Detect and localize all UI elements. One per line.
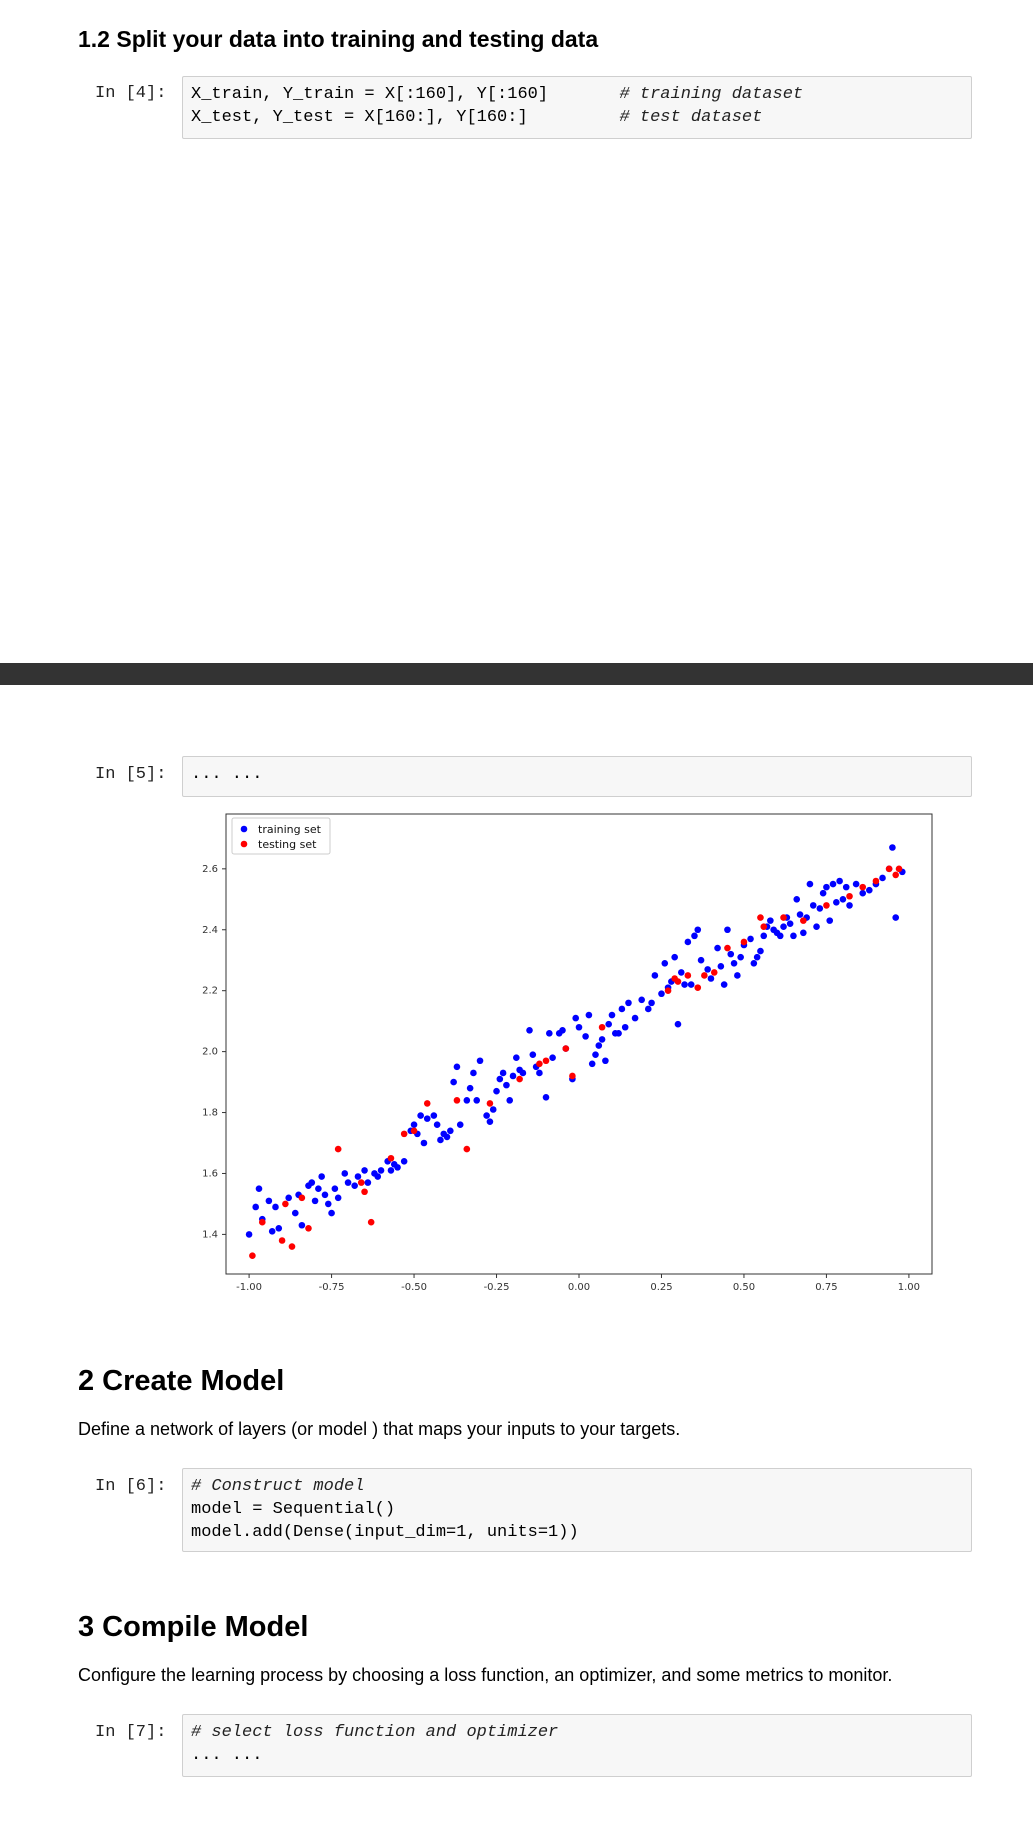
testing-point — [305, 1225, 312, 1232]
training-point — [698, 957, 705, 964]
testing-point — [569, 1073, 576, 1080]
training-point — [632, 1015, 639, 1022]
testing-point — [780, 914, 787, 921]
testing-point — [741, 939, 748, 946]
training-point — [388, 1167, 395, 1174]
training-point — [582, 1033, 589, 1040]
training-point — [853, 881, 860, 888]
training-point — [724, 926, 731, 933]
training-point — [599, 1036, 606, 1043]
testing-point — [358, 1179, 365, 1186]
training-point — [424, 1115, 431, 1122]
training-point — [543, 1094, 550, 1101]
testing-point — [361, 1188, 368, 1195]
training-point — [447, 1128, 454, 1135]
testing-point — [665, 987, 672, 994]
training-point — [826, 917, 833, 924]
testing-point — [536, 1061, 543, 1068]
training-point — [470, 1070, 477, 1077]
training-point — [648, 1000, 655, 1007]
training-point — [658, 990, 665, 997]
training-point — [457, 1121, 464, 1128]
training-point — [622, 1024, 629, 1031]
section-divider — [0, 663, 1033, 685]
training-point — [549, 1054, 556, 1061]
testing-point — [892, 872, 899, 879]
training-point — [345, 1179, 352, 1186]
training-point — [322, 1191, 329, 1198]
testing-point — [896, 866, 903, 873]
training-point — [328, 1210, 335, 1217]
testing-point — [299, 1195, 306, 1202]
training-point — [572, 1015, 579, 1022]
training-point — [609, 1012, 616, 1019]
code-comment: # select loss function and optimizer — [191, 1723, 559, 1742]
training-point — [714, 945, 721, 952]
legend-label: testing set — [258, 838, 317, 851]
training-point — [678, 969, 685, 976]
testing-point — [800, 917, 807, 924]
training-point — [434, 1121, 441, 1128]
training-point — [332, 1185, 339, 1192]
testing-point — [516, 1076, 523, 1083]
testing-point — [694, 984, 701, 991]
training-point — [256, 1185, 263, 1192]
training-point — [625, 1000, 632, 1007]
training-point — [361, 1167, 368, 1174]
training-point — [437, 1137, 444, 1144]
section-heading-create: 2 Create Model — [78, 1365, 285, 1397]
code-cell-6[interactable] — [182, 1468, 972, 1552]
testing-point — [846, 893, 853, 900]
code-line: ... ... — [191, 765, 263, 784]
testing-point — [289, 1243, 296, 1250]
training-point — [892, 914, 899, 921]
training-point — [252, 1204, 259, 1211]
training-point — [421, 1140, 428, 1147]
training-point — [780, 923, 787, 930]
training-point — [688, 981, 695, 988]
training-point — [454, 1064, 461, 1071]
testing-point — [711, 969, 718, 976]
training-point — [325, 1201, 332, 1208]
training-point — [777, 933, 784, 940]
scatter-chart — [170, 800, 940, 1300]
cell-prompt-7: In [7]: — [95, 1723, 167, 1742]
training-point — [731, 960, 738, 967]
training-point — [431, 1112, 438, 1119]
training-point — [760, 933, 767, 940]
training-point — [671, 954, 678, 961]
y-tick-label: 1.6 — [202, 1168, 218, 1180]
code-line: model = Sequential() — [191, 1500, 396, 1519]
training-point — [810, 902, 817, 909]
training-point — [246, 1231, 253, 1238]
training-point — [536, 1070, 543, 1077]
training-point — [619, 1006, 626, 1013]
testing-point — [249, 1252, 256, 1259]
training-point — [315, 1185, 322, 1192]
y-tick-label: 1.8 — [202, 1107, 218, 1119]
training-point — [721, 981, 728, 988]
section-heading-compile: 3 Compile Model — [78, 1611, 309, 1643]
training-point — [727, 951, 734, 958]
testing-point — [823, 902, 830, 909]
training-point — [767, 917, 774, 924]
training-point — [652, 972, 659, 979]
training-point — [355, 1173, 362, 1180]
training-point — [605, 1021, 612, 1028]
training-point — [836, 878, 843, 885]
training-point — [830, 881, 837, 888]
training-point — [823, 884, 830, 891]
training-point — [793, 896, 800, 903]
training-point — [559, 1027, 566, 1034]
y-tick-label: 1.4 — [202, 1229, 218, 1241]
training-point — [685, 939, 692, 946]
training-point — [708, 975, 715, 982]
training-point — [754, 954, 761, 961]
testing-point — [543, 1057, 550, 1064]
code-comment: # Construct model — [191, 1477, 365, 1496]
training-point — [661, 960, 668, 967]
training-point — [843, 884, 850, 891]
training-point — [813, 923, 820, 930]
plot-frame — [226, 814, 932, 1274]
training-point — [341, 1170, 348, 1177]
testing-point — [259, 1219, 266, 1226]
training-point — [318, 1173, 325, 1180]
training-point — [859, 890, 866, 897]
cell-prompt-4: In [4]: — [95, 84, 167, 103]
training-point — [378, 1167, 385, 1174]
training-point — [691, 933, 698, 940]
training-point — [464, 1097, 471, 1104]
testing-point — [282, 1201, 289, 1208]
training-point — [589, 1061, 596, 1068]
training-point — [526, 1027, 533, 1034]
training-point — [292, 1210, 299, 1217]
testing-point — [701, 972, 708, 979]
training-point — [694, 926, 701, 933]
training-point — [417, 1112, 424, 1119]
code-cell-4[interactable] — [182, 76, 972, 139]
training-point — [473, 1097, 480, 1104]
code-cell-7[interactable] — [182, 1714, 972, 1777]
training-point — [866, 887, 873, 894]
training-point — [374, 1173, 381, 1180]
training-point — [506, 1097, 513, 1104]
training-point — [272, 1204, 279, 1211]
testing-point — [424, 1100, 431, 1107]
training-point — [266, 1198, 273, 1205]
training-point — [285, 1195, 292, 1202]
training-point — [734, 972, 741, 979]
testing-point — [401, 1131, 408, 1138]
training-point — [351, 1182, 358, 1189]
x-tick-label: 0.75 — [815, 1282, 838, 1293]
x-tick-label: 0.25 — [650, 1282, 673, 1293]
cell-prompt-5: In [5]: — [95, 765, 167, 784]
training-point — [797, 911, 804, 918]
section-description-create: Define a network of layers (or model ) that maps your inputs to your targets. — [78, 1419, 681, 1439]
training-point — [411, 1121, 418, 1128]
section-description-compile: Configure the learning process by choosing a loss function, an optimizer, and some metrics to monitor. — [78, 1665, 893, 1685]
training-point — [500, 1070, 507, 1077]
testing-point — [599, 1024, 606, 1031]
training-point — [312, 1198, 319, 1205]
code-line: ... ... — [191, 1746, 263, 1765]
training-point — [530, 1051, 537, 1058]
training-point — [747, 936, 754, 943]
code-cell-5[interactable] — [182, 756, 972, 797]
training-point — [299, 1222, 306, 1229]
code-comment: # test dataset — [619, 108, 763, 127]
training-point — [787, 920, 794, 927]
training-point — [467, 1085, 474, 1092]
x-tick-label: 0.50 — [732, 1282, 756, 1293]
x-tick-label: -0.25 — [483, 1282, 510, 1293]
training-point — [757, 948, 764, 955]
training-point — [477, 1057, 484, 1064]
y-tick-label: 2.0 — [202, 1046, 218, 1058]
training-point — [737, 954, 744, 961]
section-heading-split: 1.2 Split your data into training and testing data — [78, 26, 599, 52]
testing-point — [487, 1100, 494, 1107]
testing-point — [675, 978, 682, 985]
training-point — [817, 905, 824, 912]
x-tick-label: 0.00 — [567, 1282, 591, 1293]
training-point — [645, 1006, 652, 1013]
training-point — [820, 890, 827, 897]
training-point — [497, 1076, 504, 1083]
testing-point — [760, 923, 767, 930]
training-point — [490, 1106, 497, 1113]
training-point — [718, 963, 725, 970]
y-tick-label: 2.4 — [202, 924, 218, 936]
training-point — [879, 875, 886, 882]
training-point — [444, 1134, 451, 1141]
training-point — [846, 902, 853, 909]
x-tick-label: -0.75 — [318, 1282, 345, 1293]
training-point — [308, 1179, 315, 1186]
testing-point — [724, 945, 731, 952]
legend-marker-testing — [241, 841, 248, 848]
x-tick-label: -1.00 — [236, 1282, 263, 1293]
testing-point — [685, 972, 692, 979]
training-point — [269, 1228, 276, 1235]
training-point — [503, 1082, 510, 1089]
training-point — [365, 1179, 372, 1186]
testing-point — [859, 884, 866, 891]
testing-point — [757, 914, 764, 921]
training-point — [586, 1012, 593, 1019]
training-point — [840, 896, 847, 903]
cell-prompt-6: In [6]: — [95, 1477, 167, 1496]
code-comment: # training dataset — [619, 85, 804, 104]
training-point — [615, 1030, 622, 1037]
testing-point — [411, 1128, 418, 1135]
testing-point — [279, 1237, 286, 1244]
training-point — [275, 1225, 282, 1232]
code-line: X_test, Y_test = X[160:], Y[160:] — [191, 108, 528, 127]
testing-point — [388, 1155, 395, 1162]
testing-point — [368, 1219, 375, 1226]
x-tick-label: -0.50 — [401, 1282, 427, 1293]
training-point — [790, 933, 797, 940]
training-point — [800, 930, 807, 937]
training-point — [681, 981, 688, 988]
training-point — [450, 1079, 457, 1086]
training-point — [595, 1042, 602, 1049]
training-point — [546, 1030, 553, 1037]
testing-point — [464, 1146, 471, 1153]
testing-point — [454, 1097, 461, 1104]
training-point — [751, 960, 758, 967]
testing-point — [563, 1045, 570, 1052]
training-point — [483, 1112, 490, 1119]
y-tick-label: 2.2 — [202, 985, 218, 997]
training-point — [487, 1118, 494, 1125]
code-line: X_train, Y_train = X[:160], Y[:160] — [191, 85, 549, 104]
training-point — [889, 844, 896, 851]
training-point — [394, 1164, 401, 1171]
training-point — [401, 1158, 408, 1165]
training-point — [335, 1195, 342, 1202]
training-point — [576, 1024, 583, 1031]
testing-point — [873, 878, 880, 885]
training-point — [520, 1070, 527, 1077]
training-point — [493, 1088, 500, 1095]
training-point — [675, 1021, 682, 1028]
training-point — [638, 997, 645, 1004]
legend-label: training set — [258, 823, 321, 836]
training-point — [704, 966, 711, 973]
training-point — [602, 1057, 609, 1064]
testing-point — [886, 866, 893, 873]
y-tick-label: 2.6 — [202, 863, 218, 875]
training-point — [833, 899, 840, 906]
code-line: model.add(Dense(input_dim=1, units=1)) — [191, 1523, 579, 1542]
training-point — [510, 1073, 517, 1080]
training-point — [807, 881, 814, 888]
training-point — [513, 1054, 520, 1061]
testing-point — [335, 1146, 342, 1153]
x-tick-label: 1.00 — [897, 1282, 921, 1293]
legend-marker-training — [241, 826, 248, 833]
training-point — [592, 1051, 599, 1058]
